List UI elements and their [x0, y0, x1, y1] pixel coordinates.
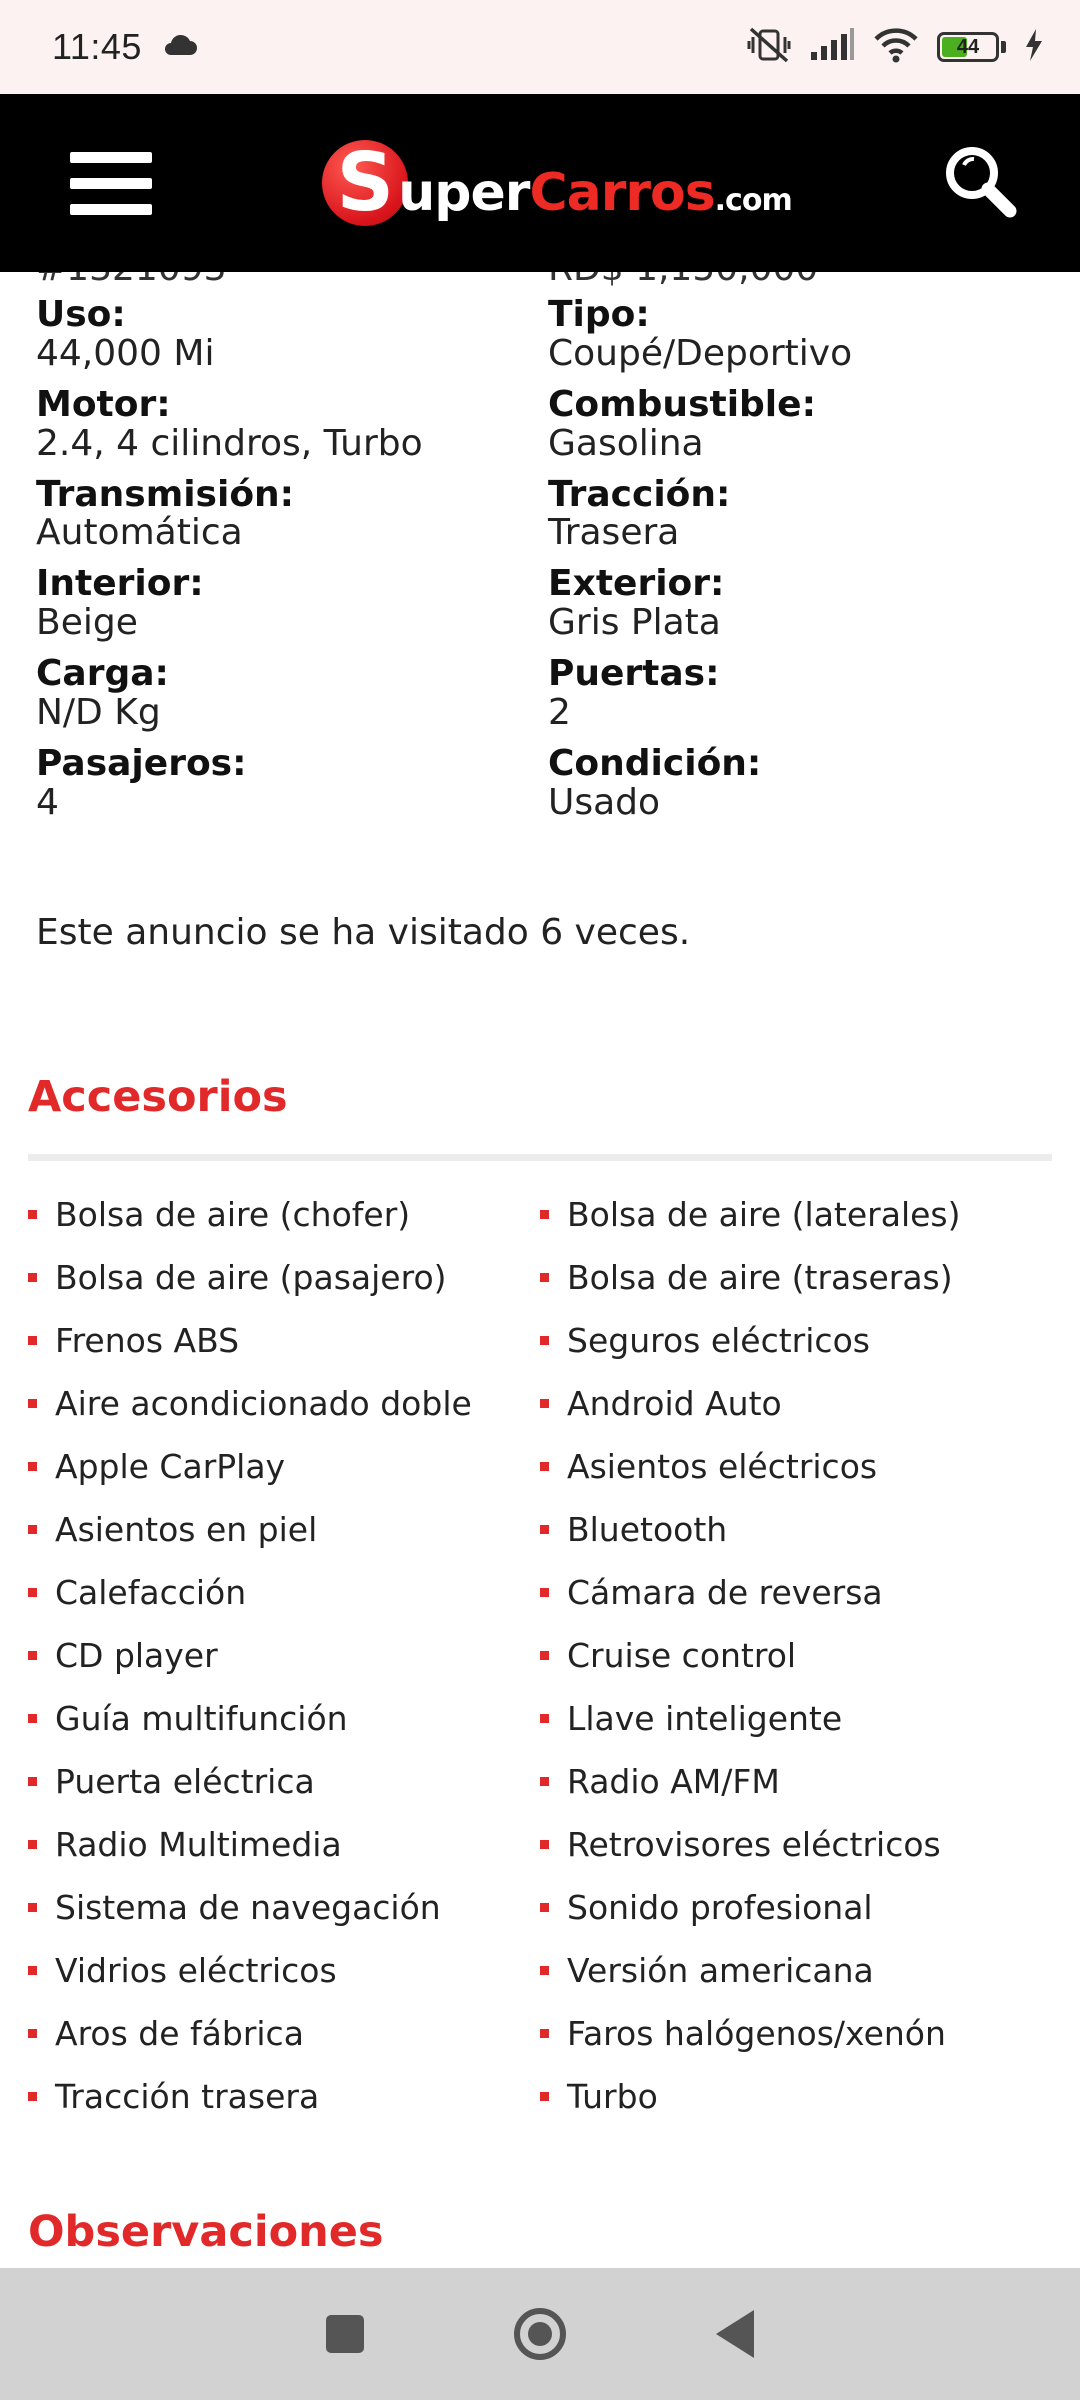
- accessory-label: Aros de fábrica: [55, 2013, 304, 2053]
- accessory-label: Faros halógenos/xenón: [567, 2013, 946, 2053]
- accessory-item: [540, 1696, 1060, 1740]
- bullet-icon: [28, 1651, 37, 1660]
- accessory-item: [540, 1444, 1060, 1488]
- site-header: [0, 94, 1080, 272]
- status-time: 11:45: [52, 26, 142, 67]
- accessory-item: [28, 2074, 540, 2118]
- bullet-icon: [28, 2092, 37, 2101]
- battery-level: 44: [956, 35, 980, 58]
- bullet-icon: [540, 1777, 549, 1786]
- charging-bolt-icon: [1024, 29, 1044, 66]
- bullet-icon: [28, 1840, 37, 1849]
- bullet-icon: [28, 1903, 37, 1912]
- accessory-item: [28, 1507, 540, 1551]
- home-icon[interactable]: [514, 2308, 566, 2360]
- supercarros-logo[interactable]: [322, 136, 792, 229]
- logo-carros: Carros: [529, 163, 715, 223]
- accessory-label: Cruise control: [567, 1635, 797, 1675]
- spec-interior: [36, 565, 548, 643]
- accessory-label: Sistema de navegación: [55, 1887, 441, 1927]
- accessories-title: Accesorios: [28, 1072, 288, 1122]
- spec-puertas: [548, 655, 1056, 733]
- bullet-icon: [540, 1714, 549, 1723]
- spec-traccion: [548, 473, 1056, 554]
- spec-label: Puertas:: [548, 653, 720, 694]
- spec-value: Gasolina: [548, 422, 704, 464]
- accessory-item: [28, 1318, 540, 1362]
- accessory-item: [540, 1822, 1060, 1866]
- battery-tip: [1001, 41, 1006, 53]
- spec-label: Condición:: [548, 742, 762, 784]
- spec-label: Motor:: [36, 383, 171, 425]
- accessory-label: Asientos eléctricos: [567, 1446, 878, 1486]
- accessory-item: [540, 1948, 1060, 1992]
- accessory-item: [540, 1381, 1060, 1425]
- accessory-label: Bolsa de aire (pasajero): [55, 1257, 447, 1297]
- accessory-label: Radio AM/FM: [567, 1761, 780, 1801]
- accessory-label: Retrovisores eléctricos: [567, 1824, 941, 1864]
- bullet-icon: [540, 1840, 549, 1849]
- accessory-item: [540, 2011, 1060, 2055]
- spec-label: Transmisión:: [36, 473, 295, 515]
- accessory-item: [540, 1885, 1060, 1929]
- status-bar: [0, 0, 1080, 94]
- accessory-item: [540, 1318, 1060, 1362]
- spec-label: Tracción:: [548, 473, 731, 515]
- accessory-item: [28, 1633, 540, 1677]
- bullet-icon: [540, 1210, 549, 1219]
- home-dot: [528, 2322, 552, 2346]
- logo-wordmark: [398, 163, 791, 223]
- vibrate-off-icon: [747, 25, 791, 70]
- spec-value: 2.4, 4 cilindros, Turbo: [36, 422, 423, 464]
- spec-value: Automática: [36, 512, 243, 554]
- accessory-label: Android Auto: [567, 1383, 782, 1423]
- spec-label: Tipo:: [548, 294, 650, 335]
- accessory-label: Vidrios eléctricos: [55, 1950, 337, 1990]
- recent-apps-icon[interactable]: [326, 2315, 364, 2353]
- bullet-icon: [28, 1210, 37, 1219]
- bullet-icon: [540, 2029, 549, 2038]
- accessory-label: Turbo: [567, 2076, 658, 2116]
- accessory-item: [28, 1885, 540, 1929]
- bullet-icon: [540, 1651, 549, 1660]
- accessory-item: [28, 1444, 540, 1488]
- spec-carga: [36, 655, 548, 733]
- spec-value: N/D Kg: [36, 691, 161, 733]
- accessory-label: Seguros eléctricos: [567, 1320, 870, 1360]
- spec-label: Carga:: [36, 653, 169, 694]
- accessory-item: [28, 1381, 540, 1425]
- menu-bar: [70, 204, 152, 215]
- spec-motor: [36, 383, 548, 464]
- accessory-label: Asientos en piel: [55, 1509, 318, 1549]
- spec-grid: [36, 296, 1056, 823]
- spec-value: 2: [548, 691, 571, 733]
- spec-label: Exterior:: [548, 563, 725, 605]
- bullet-icon: [28, 1462, 37, 1471]
- menu-bar: [70, 152, 152, 163]
- accessory-label: Bolsa de aire (chofer): [55, 1194, 411, 1234]
- bullet-icon: [28, 1714, 37, 1723]
- logo-s-mark: S: [322, 140, 408, 226]
- accessory-label: Puerta eléctrica: [55, 1761, 315, 1801]
- bullet-icon: [28, 1273, 37, 1282]
- bullet-icon: [28, 1336, 37, 1345]
- accessory-item: [28, 1948, 540, 1992]
- bullet-icon: [540, 1966, 549, 1975]
- bullet-icon: [540, 1588, 549, 1597]
- accessory-item: [28, 1759, 540, 1803]
- accessory-label: Cámara de reversa: [567, 1572, 883, 1612]
- accessory-item: [28, 1822, 540, 1866]
- accessory-item: [540, 1507, 1060, 1551]
- search-icon[interactable]: [942, 143, 1018, 223]
- bullet-icon: [28, 1966, 37, 1975]
- accessory-item: [28, 1255, 540, 1299]
- observations-title: Observaciones: [28, 2207, 384, 2257]
- accessory-item: [540, 1633, 1060, 1677]
- accessory-item: [540, 1192, 1060, 1236]
- accessory-item: [540, 1570, 1060, 1614]
- accessory-label: Sonido profesional: [567, 1887, 873, 1927]
- logo-super: uper: [398, 163, 530, 223]
- accessory-label: Bluetooth: [567, 1509, 728, 1549]
- spec-condicion: [548, 742, 1056, 823]
- accessory-item: [28, 1192, 540, 1236]
- accessory-label: Tracción trasera: [55, 2076, 320, 2116]
- system-nav-bar: [0, 2268, 1080, 2400]
- accessory-label: Calefacción: [55, 1572, 247, 1612]
- section-divider: [28, 1154, 1052, 1161]
- bullet-icon: [28, 1588, 37, 1597]
- bullet-icon: [540, 1525, 549, 1534]
- bullet-icon: [28, 1777, 37, 1786]
- accessory-label: Aire acondicionado doble: [55, 1383, 472, 1423]
- spec-value: Coupé/Deportivo: [548, 332, 853, 374]
- accessory-label: Apple CarPlay: [55, 1446, 286, 1486]
- accessory-item: [28, 2011, 540, 2055]
- bullet-icon: [28, 2029, 37, 2038]
- back-icon[interactable]: [716, 2310, 754, 2358]
- spec-uso: [36, 296, 548, 374]
- menu-bar: [70, 178, 152, 189]
- accessory-item: [540, 1759, 1060, 1803]
- spec-label: Uso:: [36, 294, 126, 335]
- spec-combustible: [548, 383, 1056, 464]
- spec-label: Interior:: [36, 563, 204, 605]
- bullet-icon: [540, 1903, 549, 1912]
- spec-value: Trasera: [548, 512, 680, 554]
- accessory-label: Bolsa de aire (laterales): [567, 1194, 961, 1234]
- wifi-icon: [873, 27, 919, 68]
- hamburger-menu-icon[interactable]: [70, 152, 152, 215]
- spec-value: 44,000 Mi: [36, 332, 215, 374]
- accessory-label: CD player: [55, 1635, 218, 1675]
- bullet-icon: [28, 1399, 37, 1408]
- battery-indicator: [937, 32, 999, 62]
- spec-value: Gris Plata: [548, 602, 721, 644]
- accessory-label: Versión americana: [567, 1950, 874, 1990]
- cloud-icon: [162, 33, 198, 62]
- accessory-label: Frenos ABS: [55, 1320, 240, 1360]
- bullet-icon: [540, 1462, 549, 1471]
- spec-label: Pasajeros:: [36, 742, 247, 784]
- logo-com: .com: [714, 183, 792, 218]
- accessory-label: Radio Multimedia: [55, 1824, 342, 1864]
- spec-value: 4: [36, 781, 59, 823]
- spec-exterior: [548, 565, 1056, 643]
- accessory-label: Bolsa de aire (traseras): [567, 1257, 953, 1297]
- spec-pasajeros: [36, 742, 548, 823]
- accessory-label: Guía multifunción: [55, 1698, 348, 1738]
- status-left: [52, 26, 198, 68]
- accessory-item: [540, 2074, 1060, 2118]
- accessory-item: [28, 1696, 540, 1740]
- spec-transmision: [36, 473, 548, 554]
- accessory-item: [540, 1255, 1060, 1299]
- spec-value: Usado: [548, 781, 661, 823]
- bullet-icon: [28, 1525, 37, 1534]
- accessory-item: [28, 1570, 540, 1614]
- bullet-icon: [540, 2092, 549, 2101]
- visit-count-text: Este anuncio se ha visitado 6 veces.: [36, 912, 691, 953]
- bullet-icon: [540, 1336, 549, 1345]
- spec-value: Beige: [36, 602, 138, 644]
- signal-icon: [809, 28, 855, 67]
- status-right: [747, 25, 1044, 70]
- bullet-icon: [540, 1273, 549, 1282]
- bullet-icon: [540, 1399, 549, 1408]
- accessories-list: [28, 1192, 1068, 2118]
- spec-label: Combustible:: [548, 383, 816, 425]
- spec-tipo: [548, 296, 1056, 374]
- accessory-label: Llave inteligente: [567, 1698, 843, 1738]
